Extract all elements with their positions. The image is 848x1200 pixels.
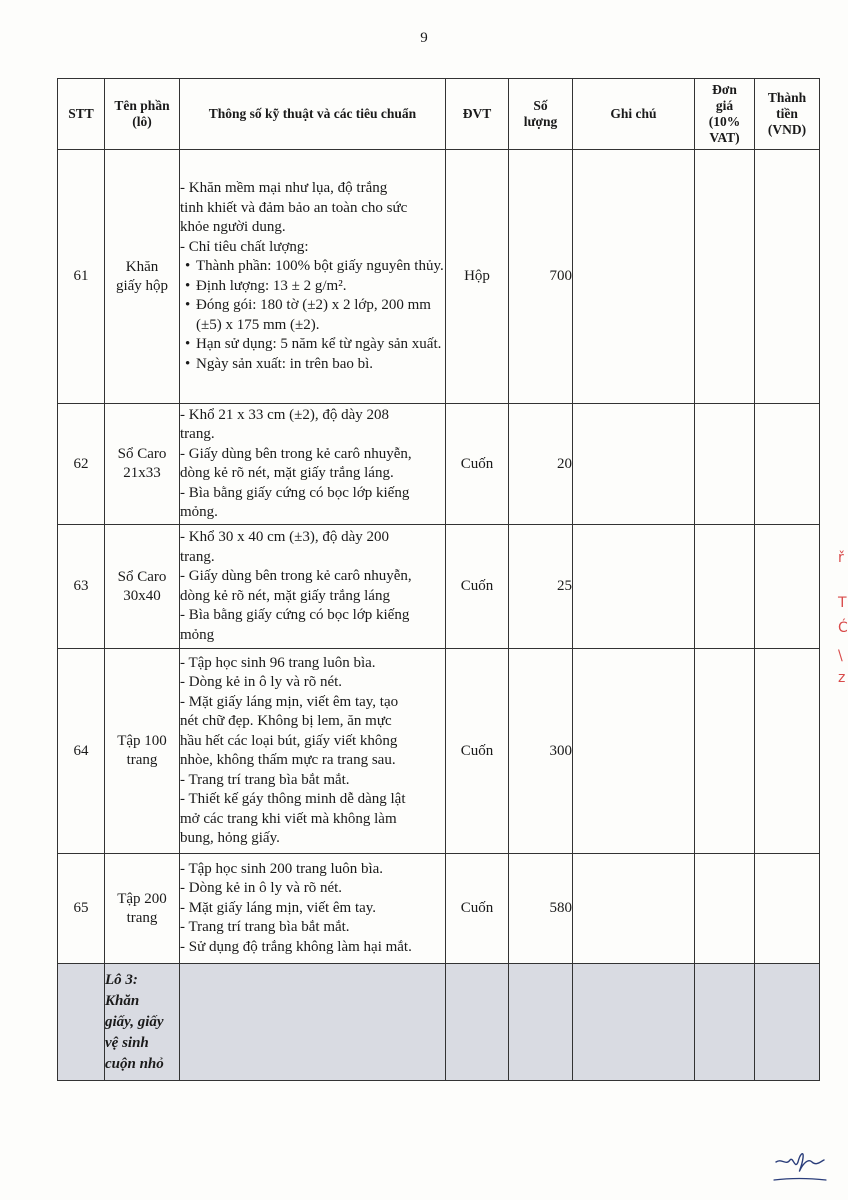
row-quantity: 300 bbox=[509, 649, 573, 854]
stamp-mark: z bbox=[838, 670, 846, 686]
spec-line: mỏng bbox=[180, 626, 215, 643]
row-unit-price bbox=[695, 854, 755, 964]
row-stt: 62 bbox=[58, 404, 105, 525]
row-spec bbox=[180, 150, 446, 404]
row-item-name-line-2: giấy hộp bbox=[115, 277, 169, 294]
spec-line: mở các trang khi viết mà không làm bbox=[180, 810, 397, 827]
spec-line: - Chỉ tiêu chất lượng: bbox=[180, 238, 309, 255]
row-unit-price bbox=[695, 649, 755, 854]
spec-line: - Thiết kế gáy thông minh dễ dàng lật bbox=[180, 791, 406, 807]
row-unit-price bbox=[695, 404, 755, 525]
row-note bbox=[573, 525, 695, 649]
header-row bbox=[58, 79, 820, 150]
spec-line: - Khổ 30 x 40 cm (±3), độ dày 200 bbox=[180, 529, 390, 545]
spec-bullet: • Định lượng: 13 ± 2 g/m². bbox=[180, 277, 445, 297]
spec-line: - Khổ 21 x 33 cm (±2), độ dày 208 bbox=[180, 406, 390, 423]
group-quantity bbox=[509, 964, 573, 1081]
row-unit: Cuốn bbox=[446, 854, 509, 964]
row-amount bbox=[755, 525, 820, 649]
spec-line: - Dòng kẻ in ô ly và rõ nét. bbox=[180, 674, 343, 690]
row-spec bbox=[180, 404, 446, 525]
row-quantity: 580 bbox=[509, 854, 573, 964]
row-note bbox=[573, 150, 695, 404]
header-thong-so: Thông số kỹ thuật và các tiêu chuẩn bbox=[180, 79, 446, 150]
group-name bbox=[105, 964, 180, 1081]
spec-line: - Giấy dùng bên trong kẻ carô nhuyễn, bbox=[180, 445, 412, 462]
signature-mark bbox=[770, 1140, 830, 1190]
row-note bbox=[573, 649, 695, 854]
header-don-gia-line-4: VAT) bbox=[709, 130, 740, 145]
header-ten-phan bbox=[105, 79, 180, 150]
row-quantity: 20 bbox=[509, 404, 573, 525]
stamp-mark: ř bbox=[838, 550, 844, 566]
row-stt: 65 bbox=[58, 854, 105, 964]
row-amount bbox=[755, 649, 820, 854]
row-item-name-line-1: Sổ Caro bbox=[117, 446, 167, 462]
row-spec bbox=[180, 854, 446, 964]
header-thanh-tien-line-2: tiền bbox=[776, 106, 798, 121]
table-row bbox=[58, 150, 820, 404]
row-quantity: 25 bbox=[509, 525, 573, 649]
spec-line: - Trang trí trang bìa bắt mắt. bbox=[180, 919, 350, 936]
spec-bullet: • Đóng gói: 180 tờ (±2) x 2 lớp, 200 mm (±5) x 175 mm (±2). bbox=[180, 296, 445, 335]
spec-line: bung, hỏng giấy. bbox=[180, 830, 280, 846]
procurement-table bbox=[57, 78, 820, 1081]
header-thanh-tien-line-3: (VND) bbox=[767, 122, 807, 137]
header-so-luong-line-2: lượng bbox=[523, 114, 558, 129]
row-item-name bbox=[105, 649, 180, 854]
spec-line: - Bìa bằng giấy cứng có bọc lớp kiếng bbox=[180, 607, 410, 623]
spec-line: - Giấy dùng bên trong kẻ carô nhuyễn, bbox=[180, 568, 412, 584]
header-ghi-chu: Ghi chú bbox=[573, 79, 695, 150]
header-don-gia-line-1: Đơn bbox=[712, 82, 737, 97]
group-amount bbox=[755, 964, 820, 1081]
group-name-line-3: giấy, giấy bbox=[105, 1013, 164, 1030]
spec-line: - Mặt giấy láng mịn, viết êm tay, tạo bbox=[180, 693, 399, 710]
table-row bbox=[58, 404, 820, 525]
header-so-luong-line-1: Số bbox=[533, 98, 548, 113]
spec-line: - Mặt giấy láng mịn, viết êm tay. bbox=[180, 899, 377, 916]
header-don-gia-line-2: giá bbox=[715, 98, 734, 113]
header-thanh-tien bbox=[755, 79, 820, 150]
row-item-name-line-1: Tập 100 bbox=[117, 733, 167, 749]
spec-line: - Khăn mềm mại như lụa, độ trắng bbox=[180, 180, 388, 196]
row-amount bbox=[755, 854, 820, 964]
spec-line: trang. bbox=[180, 548, 215, 565]
header-stt: STT bbox=[58, 79, 105, 150]
header-don-gia-line-3: (10% bbox=[708, 114, 741, 129]
spec-bullet: • Hạn sử dụng: 5 năm kể từ ngày sản xuất. bbox=[180, 335, 445, 355]
row-spec bbox=[180, 649, 446, 854]
spec-line: mỏng. bbox=[180, 504, 218, 520]
spec-line: nét chữ đẹp. Không bị lem, ăn mực bbox=[180, 713, 392, 729]
row-note bbox=[573, 854, 695, 964]
spec-line: khỏe người dung. bbox=[180, 219, 286, 235]
spec-line: - Sử dụng độ trắng không làm hại mắt. bbox=[180, 938, 412, 955]
group-stt bbox=[58, 964, 105, 1081]
stamp-mark: \ bbox=[838, 648, 843, 664]
group-name-line-5: cuộn nhỏ bbox=[105, 1055, 164, 1072]
group-row bbox=[58, 964, 820, 1081]
row-unit: Cuốn bbox=[446, 649, 509, 854]
header-ten-phan-line-2: (lô) bbox=[132, 114, 152, 129]
group-name-line-4: vệ sinh bbox=[105, 1034, 149, 1051]
row-unit-price bbox=[695, 150, 755, 404]
row-item-name-line-1: Sổ Caro bbox=[117, 568, 167, 585]
row-unit: Cuốn bbox=[446, 525, 509, 649]
stamp-mark: Ć bbox=[838, 620, 848, 636]
row-item-name-line-2: trang bbox=[126, 752, 158, 768]
group-spec bbox=[180, 964, 446, 1081]
spec-line: - Trang trí trang bìa bắt mắt. bbox=[180, 771, 350, 788]
spec-line: hầu hết các loại bút, giấy viết không bbox=[180, 732, 398, 749]
header-so-luong bbox=[509, 79, 573, 150]
group-unit bbox=[446, 964, 509, 1081]
row-stt: 64 bbox=[58, 649, 105, 854]
spec-line: nhòe, không thấm mực ra trang sau. bbox=[180, 752, 396, 768]
row-item-name-line-2: trang bbox=[126, 909, 158, 926]
row-unit: Hộp bbox=[446, 150, 509, 404]
group-name-line-1: Lô 3: bbox=[105, 971, 138, 988]
group-note bbox=[573, 964, 695, 1081]
header-thanh-tien-line-1: Thành bbox=[767, 90, 807, 105]
row-quantity: 700 bbox=[509, 150, 573, 404]
group-name-line-2: Khăn bbox=[105, 992, 140, 1009]
row-item-name bbox=[105, 525, 180, 649]
row-item-name bbox=[105, 150, 180, 404]
row-item-name-line-1: Khăn bbox=[125, 258, 159, 275]
row-item-name bbox=[105, 854, 180, 964]
row-note bbox=[573, 404, 695, 525]
stamp-mark: T bbox=[838, 595, 847, 611]
row-amount bbox=[755, 150, 820, 404]
row-stt: 63 bbox=[58, 525, 105, 649]
spec-line: - Tập học sinh 200 trang luôn bìa. bbox=[180, 860, 384, 877]
spec-bullet: • Ngày sản xuất: in trên bao bì. bbox=[180, 355, 445, 375]
row-unit: Cuốn bbox=[446, 404, 509, 525]
spec-line: dòng kẻ rõ nét, mặt giấy trắng láng bbox=[180, 587, 390, 604]
row-unit-price bbox=[695, 525, 755, 649]
spec-line: - Bìa bằng giấy cứng có bọc lớp kiếng bbox=[180, 484, 410, 501]
header-dvt: ĐVT bbox=[446, 79, 509, 150]
spec-line: - Tập học sinh 96 trang luôn bìa. bbox=[180, 654, 376, 671]
spec-line: tinh khiết và đảm bảo an toàn cho sức bbox=[180, 199, 408, 216]
row-amount bbox=[755, 404, 820, 525]
row-stt: 61 bbox=[58, 150, 105, 404]
row-spec bbox=[180, 525, 446, 649]
header-ten-phan-line-1: Tên phần bbox=[114, 98, 170, 113]
spec-line: dòng kẻ rõ nét, mặt giấy trắng láng. bbox=[180, 465, 394, 481]
row-item-name-line-2: 21x33 bbox=[123, 465, 161, 481]
page-number: 9 bbox=[420, 30, 428, 46]
row-item-name bbox=[105, 404, 180, 525]
spec-line: trang. bbox=[180, 426, 215, 442]
spec-line: - Dòng kẻ in ô ly và rõ nét. bbox=[180, 880, 343, 897]
row-item-name-line-2: 30x40 bbox=[123, 587, 161, 604]
header-don-gia bbox=[695, 79, 755, 150]
row-item-name-line-1: Tập 200 bbox=[117, 890, 167, 907]
table-row bbox=[58, 649, 820, 854]
spec-bullet: • Thành phần: 100% bột giấy nguyên thủy. bbox=[180, 257, 445, 277]
group-unit-price bbox=[695, 964, 755, 1081]
table-row bbox=[58, 854, 820, 964]
table-row bbox=[58, 525, 820, 649]
